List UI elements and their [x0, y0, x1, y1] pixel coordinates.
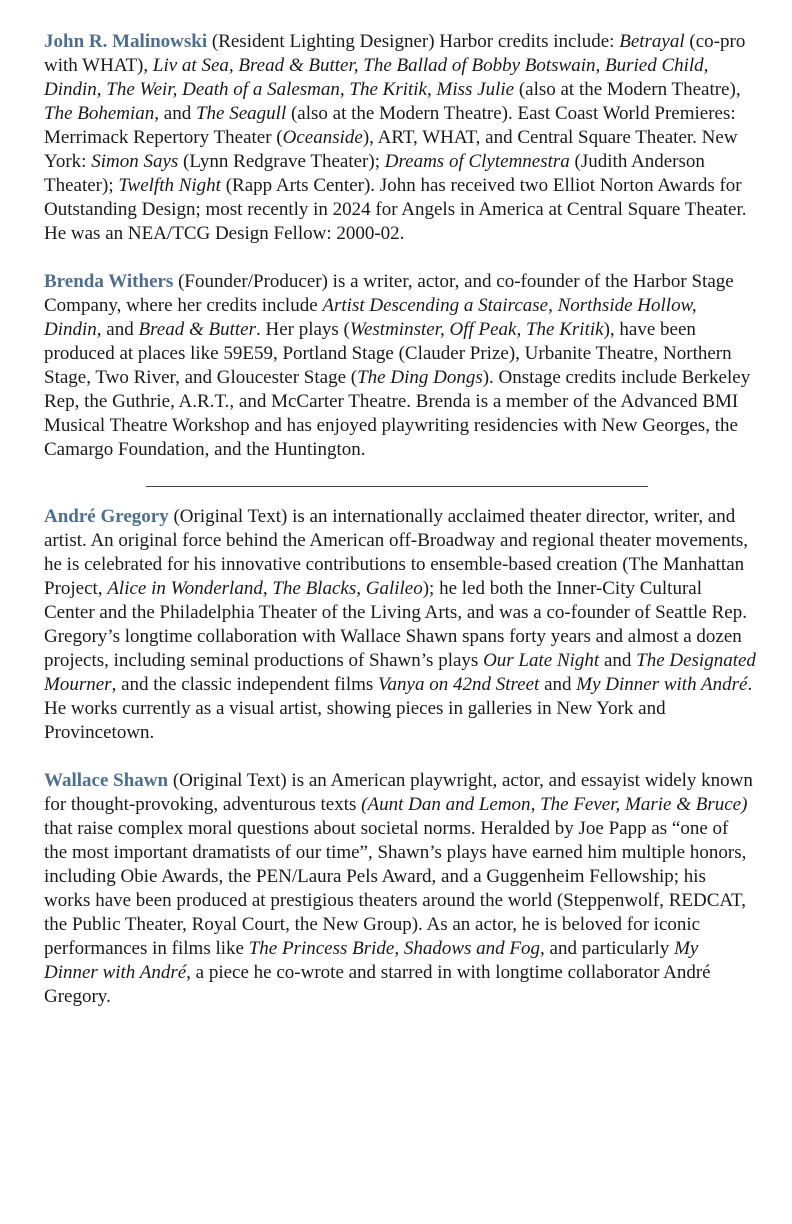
bio-title-italic: Vanya on 42nd Street — [378, 674, 540, 695]
bio-text-run: and — [599, 650, 637, 671]
bio-title-italic: Oceanside — [282, 127, 363, 148]
bio-text-run: (Founder/Producer) is a writer, actor, and co-founder of the Harbor Stage Company, where her credits include — [44, 271, 734, 316]
bio-text-run: ), ART, WHAT, and Central Square Theater. New York: — [44, 127, 738, 172]
bio-text-run: . Her plays ( — [255, 319, 350, 340]
bio-title-italic: Betrayal — [619, 31, 685, 52]
bio-brenda-withers — [44, 270, 756, 462]
bio-title-italic: Simon Says — [91, 151, 179, 172]
bio-text-run: a piece he co-wrote and starred in with longtime collaborator André Gregory. — [44, 962, 711, 1007]
bio-text-run: and particularly — [544, 938, 675, 959]
bio-text-run: (also at the Modern Theatre) — [514, 79, 736, 100]
bio-text-run: ), have been produced at places like 59E59, Portland Stage (Clauder Prize), Urbanite Theatre, Northern Stage, Two River, and Gloucester Stage ( — [44, 319, 732, 388]
bio-title-italic: The Designated Mourner — [44, 650, 756, 695]
bio-title-italic: Alice in Wonderland — [107, 578, 263, 599]
bio-text-run: , — [530, 794, 541, 815]
bio-text-run: , and the classic independent films — [111, 674, 379, 695]
bio-text-run: (Original Text) is an internationally acclaimed theater director, writer, and artist. An original force behind the American off-Broadway and regional theater movements, he is celebrated for his innovative contributions to ensemble-based creation (The Manhattan Project, — [44, 506, 749, 599]
bio-title-italic: (Aunt Dan and Lemon — [361, 794, 531, 815]
bio-john-malinowski — [44, 30, 756, 246]
bio-andre-gregory — [44, 505, 756, 745]
bio-title-italic: Westminster, Off Peak, The Kritik — [349, 319, 604, 340]
bio-text-run: ); he led both the Inner-City Cultural Center and the Philadelphia Theater of the Living Arts, and was a co-founder of Seattle Rep. Gregory’s longtime collaboration with Wallace Shawn spans forty years and almost a dozen projects, including seminal productions of Shawn’s plays — [44, 578, 747, 671]
bio-title-italic: Our Late Night — [483, 650, 600, 671]
bio-text-run: . He works currently as a visual artist, showing pieces in galleries in New York and Provincetown. — [44, 674, 753, 743]
bio-text — [44, 506, 756, 743]
bio-title-italic: Artist Descending a Staircase, Northside Hollow, Dindin, — [44, 295, 697, 340]
bio-title-italic: Twelfth Night — [118, 175, 221, 196]
bio-title-italic: The Fever, Marie & Bruce) — [540, 794, 748, 815]
bio-text-run: (Lynn Redgrave Theater); — [178, 151, 385, 172]
bio-name: Wallace Shawn — [44, 770, 169, 791]
bio-text-run: that raise complex moral questions about societal norms. Heralded by Joe Papp as “one of the most important dramatists of our time”, Shawn’s plays have earned him multiple honors, including Obie Awards, the PEN/Laura Pels Award, and a Guggenheim Fellowship; his works have been produced at prestigious theaters around the world (Steppenwolf, REDCAT, the Public Theater, Royal Court, the New Group). As an actor, he is beloved for iconic performances in films like — [44, 818, 747, 959]
bio-title-italic: The Princess Bride, Shadows and Fog, — [248, 938, 545, 959]
bio-text-run: (co-pro with WHAT), — [44, 31, 746, 76]
program-bios-page — [44, 30, 756, 1033]
bio-text-run: (also at the Modern Theatre). East Coast World Premieres: Merrimack Repertory Theater ( — [44, 103, 736, 148]
bio-text-run: and — [101, 319, 139, 340]
bio-title-italic: The Blacks, Galileo — [272, 578, 423, 599]
bio-title-italic: Liv at Sea, Bread & Butter, The Ballad of Bobby Botswain, Buried Child, Dindin, The Weir, Death of a Salesman, The Kritik, Miss Julie — [44, 55, 709, 100]
bio-title-italic: The Ding Dongs — [357, 367, 483, 388]
bio-name: John R. Malinowski — [44, 31, 208, 52]
bio-text-run: , and — [154, 103, 196, 124]
bio-text-run: ). Onstage credits include Berkeley Rep, the Guthrie, A.R.T., and McCarter Theatre. Brenda is a member of the Advanced BMI Musical Theatre Workshop and has enjoyed playwriting residencies with New Georges, the Camargo Foundation, and the Huntington. — [44, 367, 751, 460]
bio-text-run: (Rapp Arts Center). John has received two Elliot Norton Awards for Outstanding Design; most recently in 2024 for Angels in America at Central Square Theater. He was an NEA/TCG Design Fellow: 2000-02. — [44, 175, 747, 244]
bio-text-run: (Judith Anderson Theater); — [44, 151, 705, 196]
bio-text — [44, 770, 753, 1007]
bio-text-run: (Original Text) is an American playwright, actor, and essayist widely known for thought-provoking, adventurous texts — [44, 770, 753, 815]
section-divider — [146, 486, 648, 487]
bio-title-italic: Dreams of Clytemnestra — [384, 151, 570, 172]
bio-name: Brenda Withers — [44, 271, 174, 292]
bio-text-run: , — [262, 578, 273, 599]
bio-title-italic: , The Bohemian — [44, 79, 741, 124]
bio-text-run: and — [539, 674, 577, 695]
bio-text — [44, 271, 750, 460]
bio-title-italic: Bread & Butter — [138, 319, 256, 340]
bio-wallace-shawn — [44, 769, 756, 1009]
bio-text — [44, 31, 747, 244]
bio-title-italic: My Dinner with André — [576, 674, 748, 695]
bio-title-italic: My Dinner with André, — [44, 938, 699, 983]
bio-name: André Gregory — [44, 506, 169, 527]
bio-text-run: (Resident Lighting Designer) Harbor credits include: — [207, 31, 620, 52]
bio-title-italic: The Seagull — [195, 103, 287, 124]
